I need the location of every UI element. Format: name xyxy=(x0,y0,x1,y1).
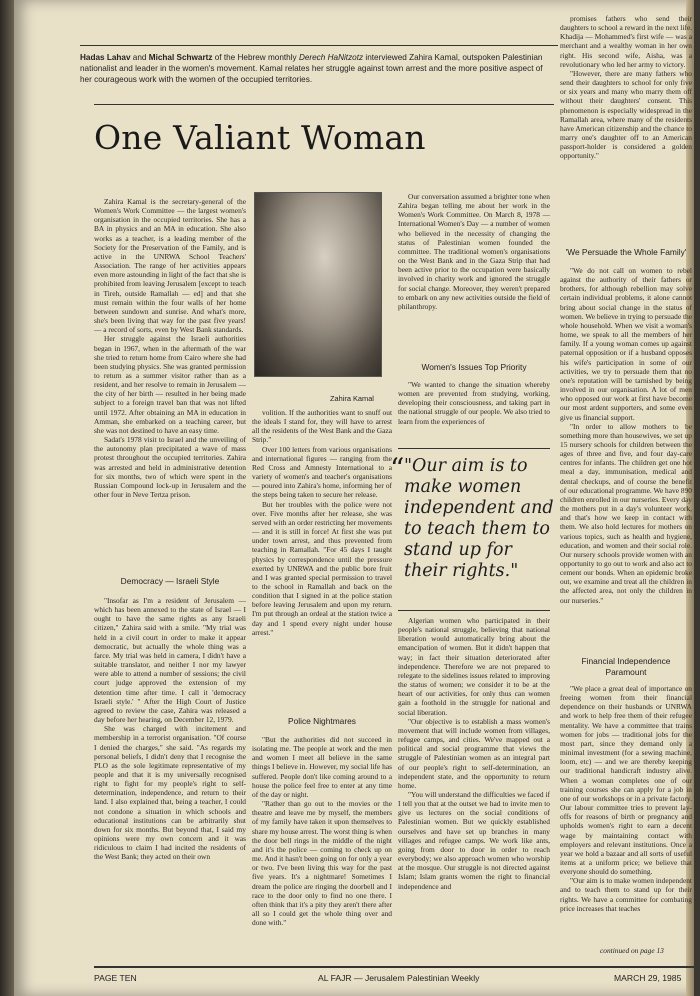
paragraph: "We wanted to change the situation whereby women are prevented from studying, working, developing their consciousness, and taking part in the national struggle of our people. We also tried to learn from the experiences of xyxy=(398,380,550,426)
article-title: One Valiant Woman xyxy=(94,118,426,157)
footer-publication: AL FAJR — Jerusalem Palestinian Weekly xyxy=(318,973,480,983)
author-1: Hadas Lahav xyxy=(80,53,131,62)
paragraph: "You will understand the difficulties we faced if I tell you that at the outset we had to invite men to give us lectures on the social conditions of Palestinian women. But we quickly established ourselves and have set up branches in many villages and refugee camps. We work like ants, going from door to door in order to reach everybody; we also approach women who worship at the mosque. Our struggle is not directed against Islam; Islam grants women the right to financial independence and xyxy=(398,789,550,891)
portrait-photo xyxy=(254,192,382,377)
lead-connector: and xyxy=(132,53,147,62)
column-4-mid xyxy=(560,266,692,650)
column-1-bottom xyxy=(94,596,246,964)
subhead-police: Police Nightmares xyxy=(288,716,356,726)
paragraph: "Insofar as I'm a resident of Jerusalem — which has been annexed to the state of Israel — I ought to have the same rights as any Israeli citizen," Zahira said with a smile. "My trial was held in a civil court in order to make it appear democratic, but actually the whole thing was a farce. My trial was held in camera, I didn't have a suitable translator, and neither I nor my lawyer were able to attend a number of sessions; the civil court judge approved the extension of my detention time after time. I call it 'democracy Israeli style.' " After the High Court of Justice agreed to review the case, Zahira was released a day before her hearing, on December 12, 1979. xyxy=(94,596,246,725)
paragraph: "Our objective is to establish a mass women's movement that will include women from villages, refugee camps, and cities. We've mapped out a political and social programme that views the struggle of Palestinian women as an integral part of our people's right to self-determination, an independent state, and the opportunity to return home. xyxy=(398,716,550,790)
quote-mark: “ xyxy=(390,452,405,485)
quote-rule-top xyxy=(398,448,550,449)
paragraph: volition. If the authorities want to snuff out the ideals I stand for, they will have to arrest all the residents of the West Bank and the Gaza Strip." xyxy=(252,408,392,445)
column-3-top xyxy=(398,192,550,347)
column-2-mid xyxy=(252,408,392,710)
footer-date: MARCH 29, 1985 xyxy=(614,973,682,983)
paragraph: Zahira Kamal is the secretary-general of the Women's Work Committee — the largest women's organisation in the occupied territories. She has a BA in physics and an MA in education. She also works as a teacher, is a leading member of the Society for the Preservation of the Family, and is active in the UNRWA School Teachers' Association. The range of her activities appears even more astounding in light of the fact that she is prohibited from leaving Jerusalem [except to teach in Tireh, outside Ramallah — ed] and that she must remain within the four walls of her home between sundown and sunrise. And what's more, she's been living that way for the past five years! — a record of sorts, even by West Bank standards. xyxy=(94,197,246,335)
column-3-mid xyxy=(398,380,550,442)
subhead-financial: Financial Independence Paramount xyxy=(581,656,671,677)
paragraph: "We place a great deal of importance on freeing women from their financial dependence on their husbands or UNRWA and work to help free them of their refugee mentality. We have a committee that trains women for jobs — traditional jobs for the most part, since they demand only a minimal investment (for a sewing machine, loom, etc) — and we are thereby keeping our traditional handicraft industry alive. When a woman completes one of our training courses she can apply for a job in one of our workshops or in a private factory. Our labour committee tries to prevent lay-offs for reasons of birth or pregnancy and upholds women's right to earn a decent wage by maintaining contact with employers and relevant institutions. Once a year we hold a bazaar and all sorts of useful items at a uniform price; we believe that everyone should do something. xyxy=(560,684,692,877)
paragraph: Our conversation assumed a brighter tone when Zahira began telling me about her work in the Women's Work Committee. On March 8, 1978 — International Women's Day — a number of women who believed in the necessity of changing the status of Palestinian women founded the committee. The traditional women's organisations on the West Bank and in the Gaza Strip that had been active prior to the occupation were basically involved in charity work and ignored the struggle for social change. Moreover, they weren't prepared to embark on any new activities outside the field of philanthropy. xyxy=(398,192,550,311)
publication-name: Derech HaNitzotz xyxy=(298,53,364,62)
pull-quote: "Our aim is to make women independent and to teach them to stand up for their rights." xyxy=(404,456,554,581)
continued-note: continued on page 13 xyxy=(600,946,664,955)
paragraph: Her struggle against the Israeli authorities began in 1967, when in the aftermath of the war she tried to return home from Cairo where she had been studying physics. She was granted permission to return as a summer visitor rather than as a resident, and her resolve to remain in Jerusalem — the city of her birth — resulted in her being made subject to a foreign travel ban that was not lifted until 1972. After obtaining an MA in education in Amman, she embarked on a teaching career, but she was not destined to have an easy time. xyxy=(94,334,246,435)
book-binding xyxy=(0,0,14,996)
footer-rule xyxy=(94,966,694,968)
paragraph: "Rather than go out to the movies or the theatre and leave me by myself, the members of my family have taken it upon themselves to share my house arrest. The worst thing is when the door bell rings in the middle of the night and it's the police — coming to check up on me. And it hasn't been going on for only a year or two. I've been living this way for the past five years. It's a nightmare! Sometimes I dream the police are ringing the doorbell and I race to the door only to find no one there. I often think that it's a pity they aren't there after all so I could get the whole thing over and done with." xyxy=(252,799,392,928)
paragraph: But her troubles with the police were not over. Five months after her release, she was served with an order restricting her movements — and it is still in force! At first she was put under town arrest, and thus prevented from teaching in Ramallah. "For 45 days I taught physics by correspondence until the pressure exerted by UNRWA and the public bore fruit and I was granted special permission to travel to the school in Ramallah and back on the condition that I signed in at the police station before leaving Jerusalem and upon my return. I'm put through an ordeal at the station twice a day and I spend every night under house arrest." xyxy=(252,499,392,637)
column-1-top xyxy=(94,197,246,519)
paragraph: Sadat's 1978 visit to Israel and the unveiling of the autonomy plan precipitated a wave of mass protest throughout the occupied territories. Zahira was arrested and held in administrative detention for six months, two of which were spent in the Russian Compound lock-up in Jerusalem and the other four in Neve Tertza prison. xyxy=(94,435,246,499)
footer-page-number: PAGE TEN xyxy=(94,973,137,983)
photo-caption: Zahira Kamal xyxy=(330,394,374,403)
column-4-top xyxy=(560,14,692,242)
column-3-bottom xyxy=(398,616,550,964)
column-2-bottom xyxy=(252,735,392,964)
subhead-issues: Women's Issues Top Priority xyxy=(421,362,527,372)
paragraph: Algerian women who participated in their people's national struggle, believing that national liberation would automatically bring about the emancipation of women. But it didn't happen that way; in fact their situation deteriorated after independence. Therefore we are not prepared to relegate to the sidelines issues related to improving the status of women; we consider it to be at the heart of our activities, for only thus can women gain a foothold in the struggle for national and social liberation. xyxy=(398,616,550,717)
paragraph: "But the authorities did not succeed in isolating me. The people at work and the men and women I meet all believe in the same things I believe in. However, my social life has suffered. People don't like coming around to a house the police feel free to enter at any time of the day or night. xyxy=(252,735,392,799)
paragraph: She was charged with incitement and membership in a terrorist organisation. "Of course I denied the charges," she said. "As regards my personal beliefs, I didn't deny that I recognise the PLO as the sole legitimate representative of my people and that it is my universally recognised right to fight for my people's right to self-determination, independence, and return to their land. I also explained that, being a teacher, I could not condone a situation in which schools and educational institutions can be arbitrarily shut down for six months. But beyond that, I said my opinions were my own concern and it was ridiculous to claim I had incited the residents of the West Bank; they acted on their own xyxy=(94,724,246,862)
paragraph: "However, there are many fathers who send their daughters to school for only five or six years and many who marry them off without their daughters' consent. This phenomenon is especially widespread in the Ramallah area, where many of the residents have American citizenship and the chance to marry one's daughter off to an American passport-holder is considered a golden opportunity." xyxy=(560,68,692,161)
author-2: Michal Schwartz xyxy=(148,53,213,62)
paragraph: "We do not call on women to rebel against the authority of their fathers or brothers, for although rebellion may solve certain individual problems, it alone cannot bring about social change in the status of women. We believe in trying to persuade the whole household. When we visit a woman's home, we speak to all the members of her family. If a young woman comes up against paternal opposition or if a husband opposes his wife's participation in some of our activities, we try to persuade them that no one's reputation will be tarnished by being involved in our organisation. A lot of men who opposed our work at first have become our most ardent supporters, and some even give us financial support. xyxy=(560,266,692,422)
paragraph: "Our aim is to make women independent and to teach them to stand up for their rights. We have a committee for combating price increases that teaches xyxy=(560,876,692,913)
paragraph: "In order to allow mothers to be something more than housewives, we set up 15 nursery schools for children between the ages of three and five, and four day-care centres for infants. The children get one hot meal a day, immunisation, medical and dental checkups, and of course the benefit of our educational programme. We have 890 children enrolled in our nurseries. Every day the mothers put in a day's volunteer work, and that's how we keep in contact with them. We also hold lectures for mothers on various topics, such as health and hygiene, education, and women and their social role. Our nursery schools provide women with an opportunity to go out to work and also act to cement our bonds. When an epidemic broke out, we examine and treat all the children in the affected area, not only the children in our nurseries." xyxy=(560,421,692,605)
subhead-democracy: Democracy — Israeli Style xyxy=(120,576,220,586)
column-4-bottom xyxy=(560,684,692,946)
paragraph: promises fathers who send their daughters to school a reward in the next life. Khadija — Mohammed's first wife — was a merchant and a wealthy woman in her own right. His second wife, Aisha, was a revolutionary who led her army to victory. xyxy=(560,14,692,69)
paragraph: Over 100 letters from various organisations and international figures — ranging from the Red Cross and Amnesty International to a variety of women's and teacher's organisations — poured into Zahira's home, informing her of the steps being taken to secure her release. xyxy=(252,444,392,500)
lead-rule xyxy=(94,104,554,105)
quote-rule-bottom xyxy=(398,610,550,611)
subhead-persuade: 'We Persuade the Whole Family' xyxy=(565,247,687,257)
lead-paragraph xyxy=(80,52,550,85)
lead-text-2: interviewed Zahira Kamal, outspoken Palestinian nationalist and leader in the women's movement. Kamal relates her struggle against town arrest and the more positive aspect of her courageous work with the women of the occupied territories. xyxy=(80,53,543,84)
lead-text-1: of the Hebrew monthly xyxy=(214,53,297,62)
top-rule xyxy=(80,45,558,46)
